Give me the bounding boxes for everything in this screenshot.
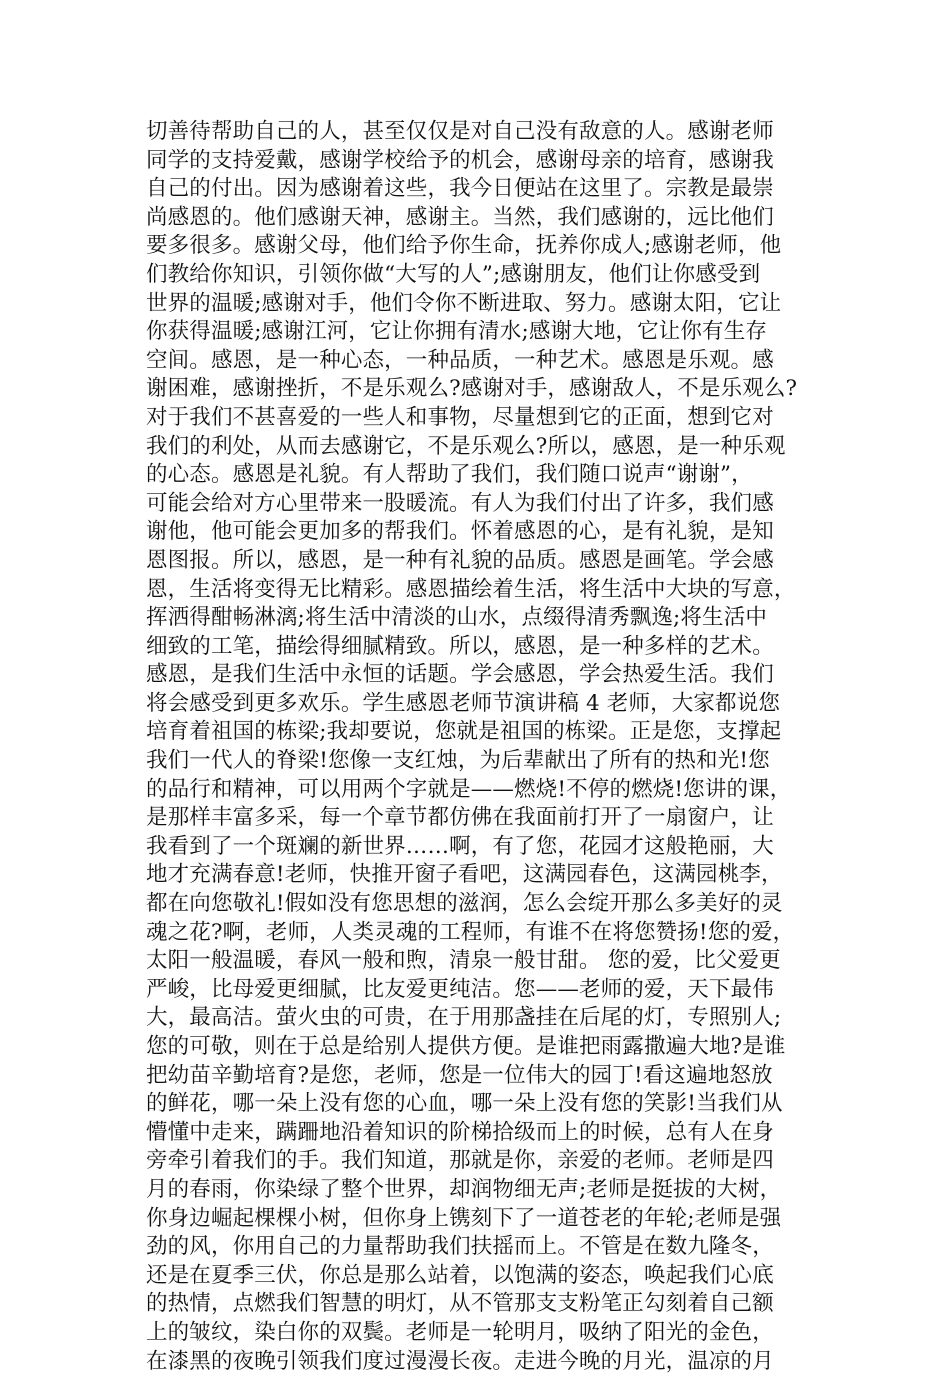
text-line: 将会感受到更多欢乐。学生感恩老师节演讲稿 4 老师，大家都说您 [146, 690, 781, 716]
text-line: 是那样丰富多采，每一个章节都仿佛在我面前打开了一扇窗户，让 [146, 805, 774, 831]
text-line: 都在向您敬礼!假如没有您思想的滋润，怎么会绽开那么多美好的灵 [146, 891, 783, 917]
text-line: 您的可敬，则在于总是给别人提供方便。是谁把雨露撒遍大地?是谁 [146, 1034, 786, 1059]
text-line: 谢他，他可能会更加多的帮我们。怀着感恩的心，是有礼貌，是知 [146, 519, 774, 545]
text-line: 恩，生活将变得无比精彩。感恩描绘着生活，将生活中大块的写意， [146, 576, 796, 602]
text-line: 月的春雨，你染绿了整个世界，却润物细无声;老师是挺拔的大树， [146, 1176, 782, 1202]
text-line: 我看到了一个斑斓的新世界……啊，有了您，花园才这般艳丽，大 [146, 833, 774, 859]
text-line: 太阳一般温暖，春风一般和煦，清泉一般甘甜。 您的爱，比父爱更 [146, 948, 781, 974]
text-line: 空间。感恩，是一种心态，一种品质，一种艺术。感恩是乐观。感 [146, 347, 774, 373]
text-line: 切善待帮助自己的人，甚至仅仅是对自己没有敌意的人。感谢老师 [146, 119, 774, 144]
text-line: 劲的风，你用自己的力量帮助我们扶摇而上。不管是在数九隆冬， [146, 1234, 774, 1260]
text-line: 们教给你知识，引领你做“大写的人”;感谢朋友，他们让你感受到 [146, 261, 761, 287]
body-text [146, 118, 826, 1376]
text-line: 地才充满春意!老师，快推开窗子看吧，这满园春色，这满园桃李， [146, 862, 783, 888]
text-line: 你身边崛起棵棵小树，但你身上镌刻下了一道苍老的年轮;老师是强 [146, 1205, 782, 1231]
text-line: 我们的利处，从而去感谢它，不是乐观么?所以，感恩，是一种乐观 [146, 433, 786, 459]
text-line: 大，最高洁。萤火虫的可贵，在于用那盏挂在后尾的灯，专照别人; [146, 1005, 782, 1031]
text-line: 在漆黑的夜晚引领我们度过漫漫长夜。走进今晚的月光，温凉的月 [146, 1348, 774, 1374]
text-line: 的品行和精神，可以用两个字就是——燃烧!不停的燃烧!您讲的课， [146, 776, 792, 802]
text-line: 尚感恩的。他们感谢天神，感谢主。当然，我们感谢的，远比他们 [146, 204, 774, 230]
text-line: 要多很多。感谢父母，他们给予你生命，抚养你成人;感谢老师，他 [146, 233, 782, 259]
text-line: 恩图报。所以，感恩，是一种有礼貌的品质。感恩是画笔。学会感 [146, 547, 774, 573]
text-line: 上的皱纹，染白你的双鬓。老师是一轮明月，吸纳了阳光的金色， [146, 1319, 774, 1345]
text-line: 谢困难，感谢挫折，不是乐观么?感谢对手，感谢敌人，不是乐观么? [146, 376, 798, 402]
text-line: 细致的工笔，描绘得细腻精致。所以，感恩，是一种多样的艺术。 [146, 633, 774, 659]
text-line: 你获得温暖;感谢江河，它让你拥有清水;感谢大地，它让你有生存 [146, 319, 767, 345]
text-line: 同学的支持爱戴，感谢学校给予的机会，感谢母亲的培育，感谢我 [146, 147, 774, 173]
text-line: 严峻，比母爱更细腻，比友爱更纯洁。您——老师的爱，天下最伟 [146, 976, 774, 1002]
text-line: 还是在夏季三伏，你总是那么站着，以饱满的姿态，唤起我们心底 [146, 1262, 774, 1288]
text-line: 我们一代人的脊梁!您像一支红烛，为后辈献出了所有的热和光!您 [146, 748, 770, 774]
text-line: 把幼苗辛勤培育?是您，老师，您是一位伟大的园丁!看这遍地怒放 [146, 1062, 773, 1088]
text-line: 自己的付出。因为感谢着这些，我今日便站在这里了。宗教是最崇 [146, 176, 774, 202]
text-line: 的心态。感恩是礼貌。有人帮助了我们，我们随口说声“谢谢”， [146, 462, 753, 488]
text-line: 的热情，点燃我们智慧的明灯，从不管那支支粉笔正勾刻着自己额 [146, 1291, 774, 1317]
text-line: 懵懂中走来，蹒跚地沿着知识的阶梯拾级而上的时候，总有人在身 [146, 1119, 774, 1145]
text-line: 魂之花?啊，老师，人类灵魂的工程师，有谁不在将您赞扬!您的爱， [146, 919, 795, 945]
text-line: 可能会给对方心里带来一股暖流。有人为我们付出了许多，我们感 [146, 490, 774, 516]
text-line: 感恩，是我们生活中永恒的话题。学会感恩，学会热爱生活。我们 [146, 662, 774, 688]
text-line: 培育着祖国的栋梁;我却要说，您就是祖国的栋梁。正是您，支撑起 [146, 719, 782, 745]
text-line: 世界的温暖;感谢对手，他们令你不断进取、努力。感谢太阳，它让 [146, 290, 782, 316]
text-line: 旁牵引着我们的手。我们知道，那就是你，亲爱的老师。老师是四 [146, 1148, 774, 1174]
text-line: 对于我们不甚喜爱的一些人和事物，尽量想到它的正面，想到它对 [146, 404, 774, 430]
text-line: 的鲜花，哪一朵上没有您的心血，哪一朵上没有您的笑影!当我们从 [146, 1091, 783, 1117]
text-line: 挥洒得酣畅淋漓;将生活中清淡的山水，点缀得清秀飘逸;将生活中 [146, 605, 767, 631]
